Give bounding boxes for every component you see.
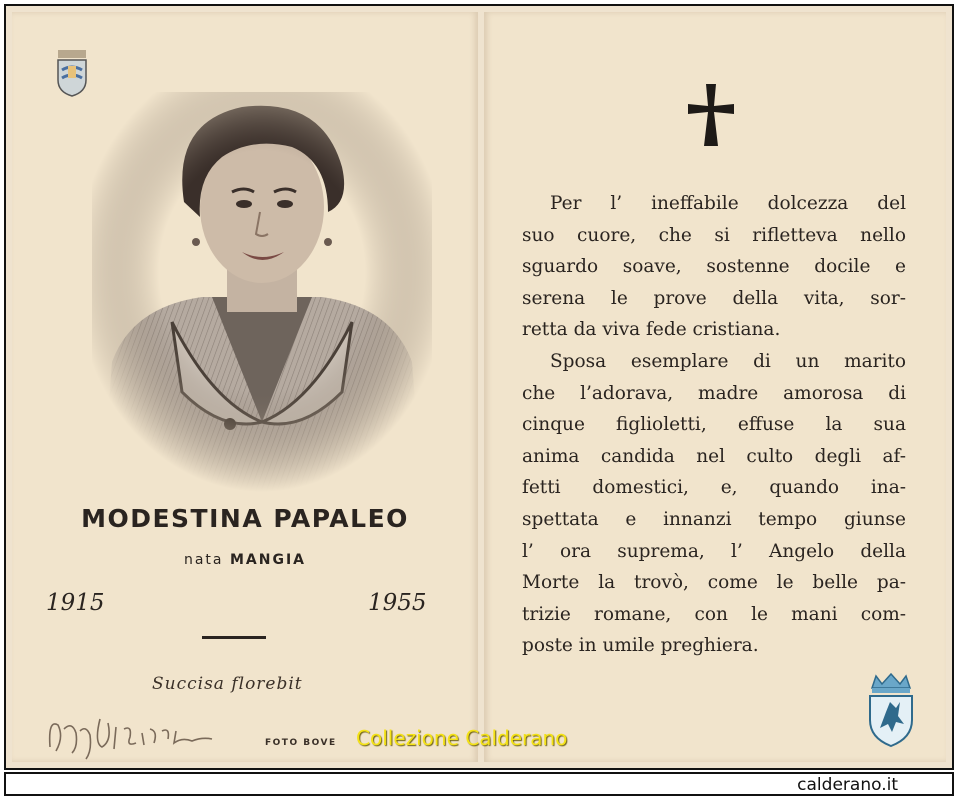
left-panel: [12, 12, 478, 762]
obituary-line: suo cuore, che si rifletteva nello: [522, 224, 906, 246]
obituary-line: sguardo soave, sostenne docile e: [522, 256, 906, 278]
handwritten-signature: [42, 707, 222, 767]
obituary-line: trizie romane, con le mani com-: [522, 603, 906, 625]
obituary-line: fetti domestici, e, quando ina-: [522, 477, 906, 499]
maiden-surname: MANGIA: [229, 552, 306, 568]
cross-icon: [684, 80, 738, 150]
holy-card: [4, 4, 954, 770]
obituary-line: serena le prove della vita, sor-: [522, 287, 906, 309]
town-crest-icon: [52, 48, 92, 98]
obituary-line: Morte la trovò, come le belle pa-: [522, 572, 906, 594]
birth-year: 1915: [46, 590, 105, 616]
obituary-text: [522, 188, 906, 662]
obituary-line: poste in umile preghiera.: [522, 635, 759, 657]
footer-site-link[interactable]: calderano.it: [797, 775, 898, 795]
obituary-line: retta da viva fede cristiana.: [522, 319, 781, 341]
heraldic-crest-icon: [866, 672, 916, 748]
collection-watermark: Collezione Calderano: [356, 726, 568, 750]
footer-bar: [4, 772, 954, 796]
obituary-line: Per l’ ineffabile dolcezza del: [550, 193, 906, 214]
right-panel: [484, 12, 946, 762]
born-prefix: nata: [183, 552, 224, 568]
obituary-line: spettata e innanzi tempo giunse: [522, 508, 906, 530]
obituary-line: l’ ora suprema, l’ Angelo della: [522, 540, 906, 562]
obituary-line: che l’adorava, madre amorosa di: [522, 382, 906, 404]
photo-credit: FOTO BOVE: [265, 738, 337, 748]
motto: Succisa florebit: [152, 674, 303, 694]
deceased-name: MODESTINA PAPALEO: [81, 504, 409, 533]
portrait-photo: [92, 92, 432, 492]
maiden-name: [12, 552, 478, 568]
obituary-line: anima candida nel culto degli af-: [522, 445, 906, 467]
death-year: 1955: [368, 590, 427, 616]
divider-rule: [202, 636, 266, 639]
obituary-line: cinque figlioletti, effuse la sua: [522, 414, 906, 436]
obituary-line: Sposa esemplare di un marito: [550, 350, 906, 372]
